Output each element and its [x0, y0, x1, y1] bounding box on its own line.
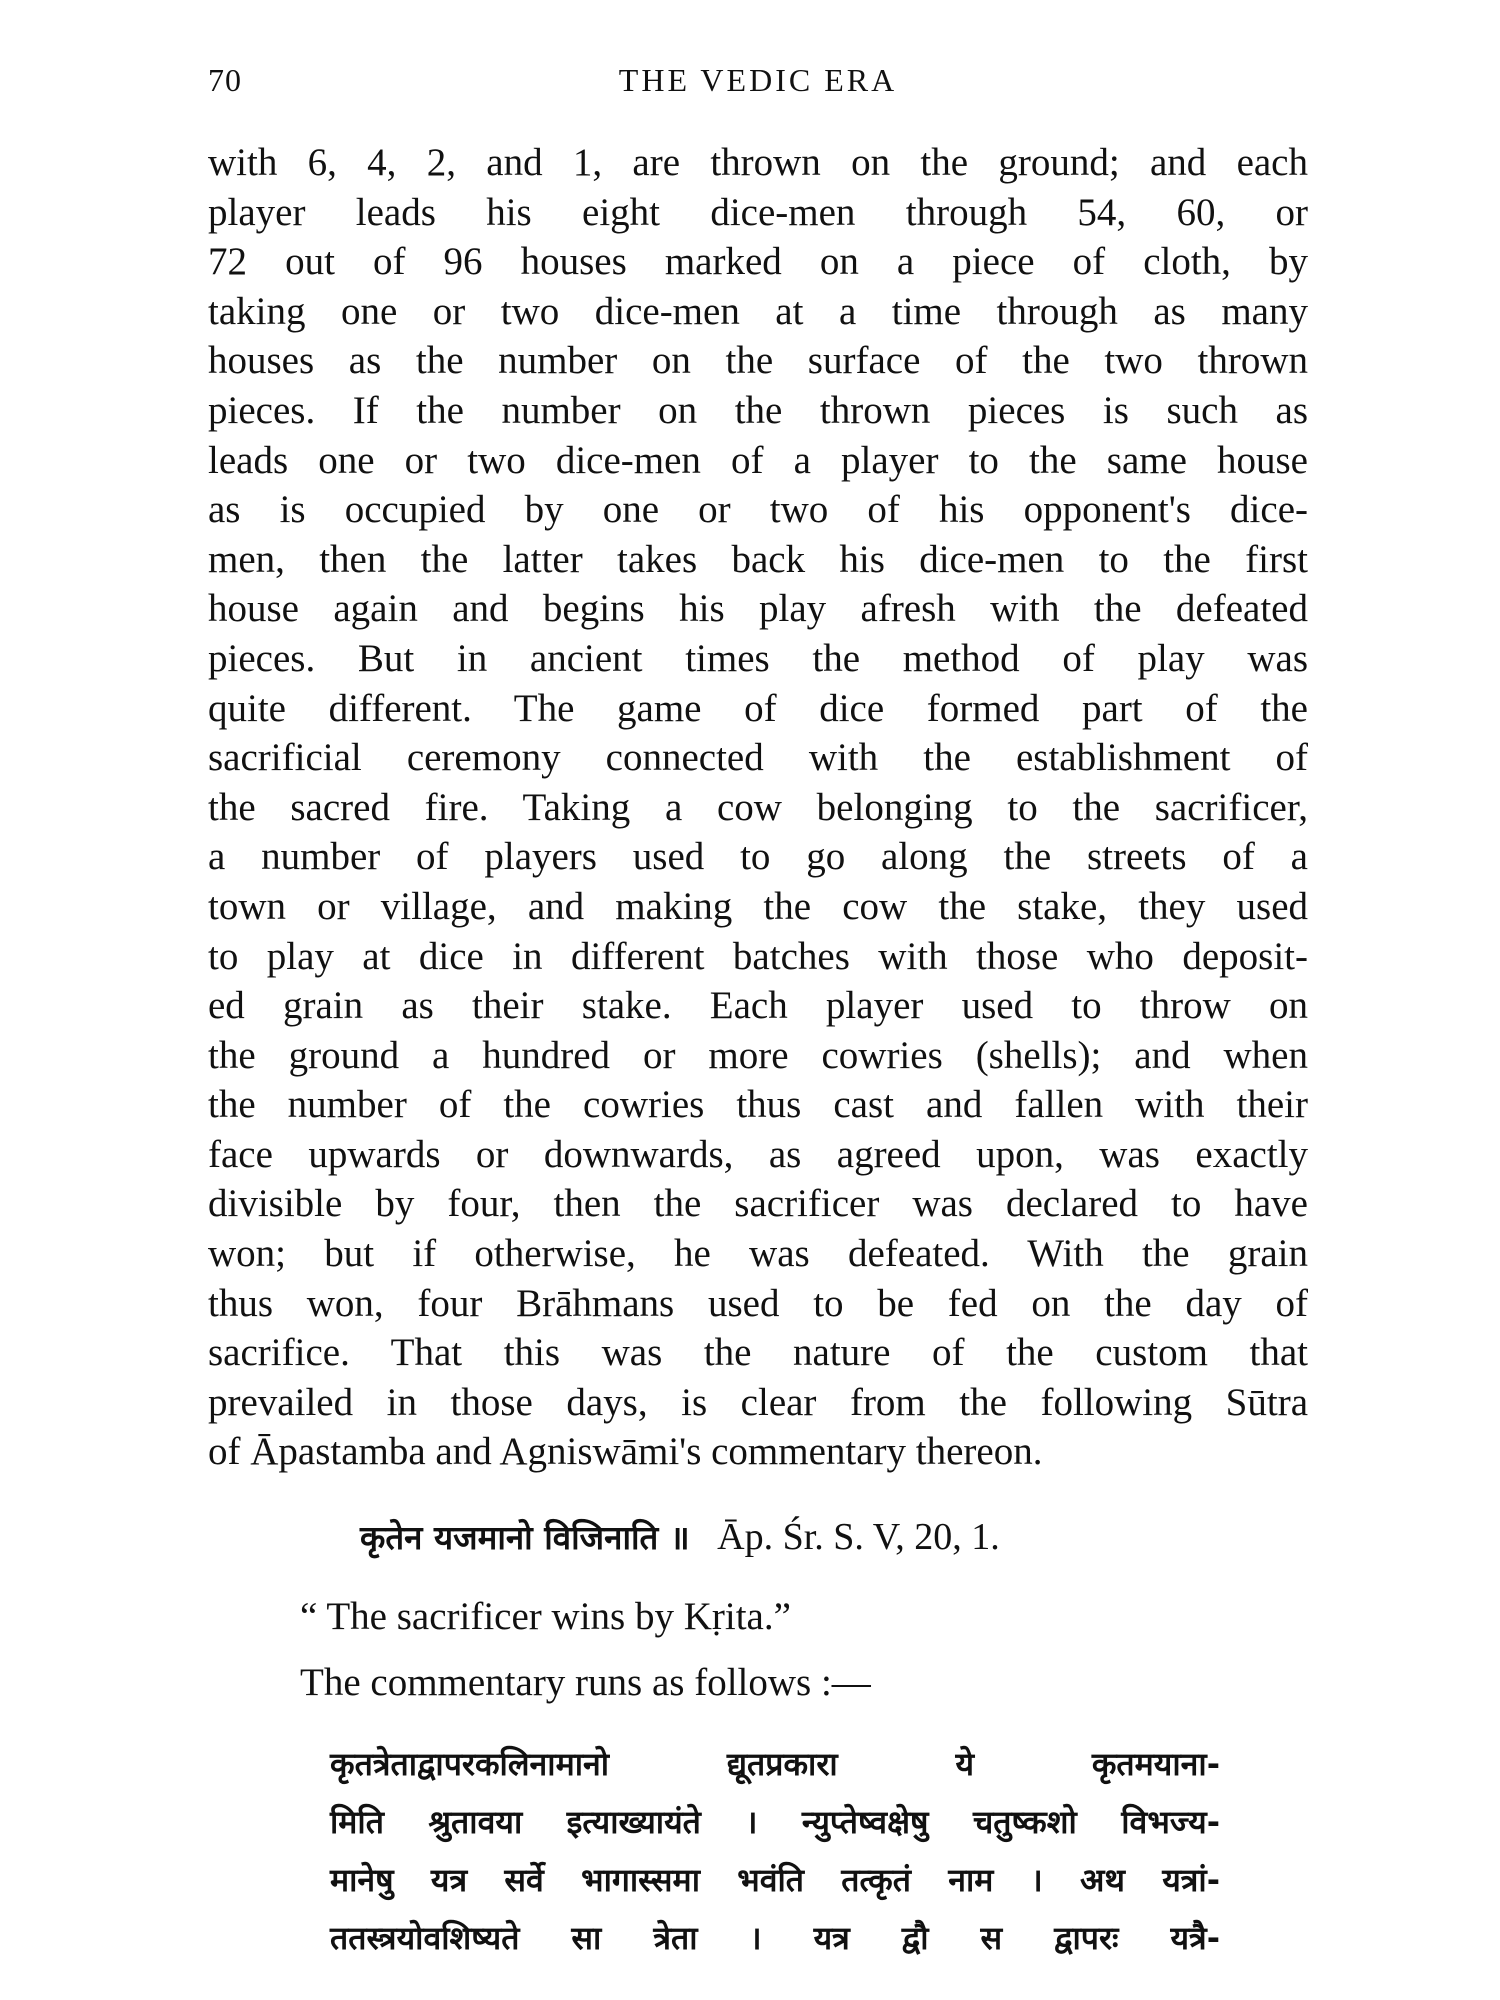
text-line: of Āpastamba and Agniswāmi's commentary thereon. — [208, 1430, 1043, 1474]
sanskrit-line: मानेषु यत्र सर्वे भागास्समा भवंति तत्कृतं नाम । अथ यत्रां- — [330, 1861, 1220, 1899]
text-line: the sacred fire. Taking a cow belonging to the sacrificer, — [208, 785, 1308, 829]
sutra-translation: “ The sacrificer wins by Kṛita.” — [300, 1595, 791, 1638]
text-line: pieces. If the number on the thrown pieces is such as — [208, 388, 1308, 432]
text-line: men, then the latter takes back his dice-men to the first — [208, 537, 1308, 581]
commentary-sanskrit — [330, 1735, 1220, 1967]
text-line: town or village, and making the cow the stake, they used — [208, 884, 1308, 928]
body-paragraph — [208, 138, 1308, 1477]
page-number: 70 — [208, 62, 242, 98]
running-title: THE VEDIC ERA — [618, 62, 898, 98]
text-line: taking one or two dice-men at a time through as many — [208, 289, 1308, 333]
text-line: quite different. The game of dice formed part of the — [208, 686, 1308, 730]
text-line: sacrificial ceremony connected with the establishment of — [208, 736, 1308, 780]
sutra-reference: Āp. Śr. S. V, 20, 1. — [717, 1516, 1000, 1558]
commentary-intro: The commentary runs as follows :— — [300, 1661, 871, 1704]
text-line: prevailed in those days, is clear from the following Sūtra — [208, 1380, 1308, 1424]
text-line: face upwards or downwards, as agreed upon, was exactly — [208, 1132, 1308, 1176]
text-line: pieces. But in ancient times the method of play was — [208, 636, 1308, 680]
text-line: divisible by four, then the sacrificer was declared to have — [208, 1182, 1308, 1226]
running-head — [208, 62, 1308, 102]
text-line: as is occupied by one or two of his opponent's dice- — [208, 488, 1308, 532]
text-line: the ground a hundred or more cowries (shells); and when — [208, 1033, 1308, 1077]
text-line: house again and begins his play afresh with the defeated — [208, 587, 1308, 631]
sutra-sanskrit: कृतेन यजमानो विजिनाति ॥ — [360, 1518, 690, 1557]
text-line: ed grain as their stake. Each player used to throw on — [208, 984, 1308, 1028]
text-line: with 6, 4, 2, and 1, are thrown on the ground; and each — [208, 141, 1308, 184]
text-line: the number of the cowries thus cast and fallen with their — [208, 1083, 1308, 1127]
sanskrit-line: कृतत्रेताद्वापरकलिनामानो द्यूतप्रकारा ये कृतमयाना- — [330, 1745, 1220, 1783]
text-line: thus won, four Brāhmans used to be fed on the day of — [208, 1281, 1308, 1325]
sanskrit-line: ततस्त्रयोवशिष्यते सा त्रेता । यत्र द्वौ स द्वापरः यत्रै- — [330, 1919, 1220, 1957]
text-line: won; but if otherwise, he was defeated. With the grain — [208, 1232, 1308, 1276]
text-line: to play at dice in different batches with those who deposit- — [208, 934, 1308, 978]
text-line: player leads his eight dice-men through 54, 60, or — [208, 190, 1308, 234]
sanskrit-line: मिति श्रुतावया इत्याख्यायंते । न्युप्तेष्वक्षेषु चतुष्कशो विभज्य- — [330, 1803, 1220, 1841]
text-line: leads one or two dice-men of a player to the same house — [208, 438, 1308, 482]
text-line: 72 out of 96 houses marked on a piece of cloth, by — [208, 240, 1308, 284]
text-line: a number of players used to go along the streets of a — [208, 835, 1308, 879]
sutra-citation — [360, 1512, 1260, 1563]
text-line: houses as the number on the surface of the two thrown — [208, 339, 1308, 383]
text-line: sacrifice. That this was the nature of the custom that — [208, 1331, 1308, 1375]
